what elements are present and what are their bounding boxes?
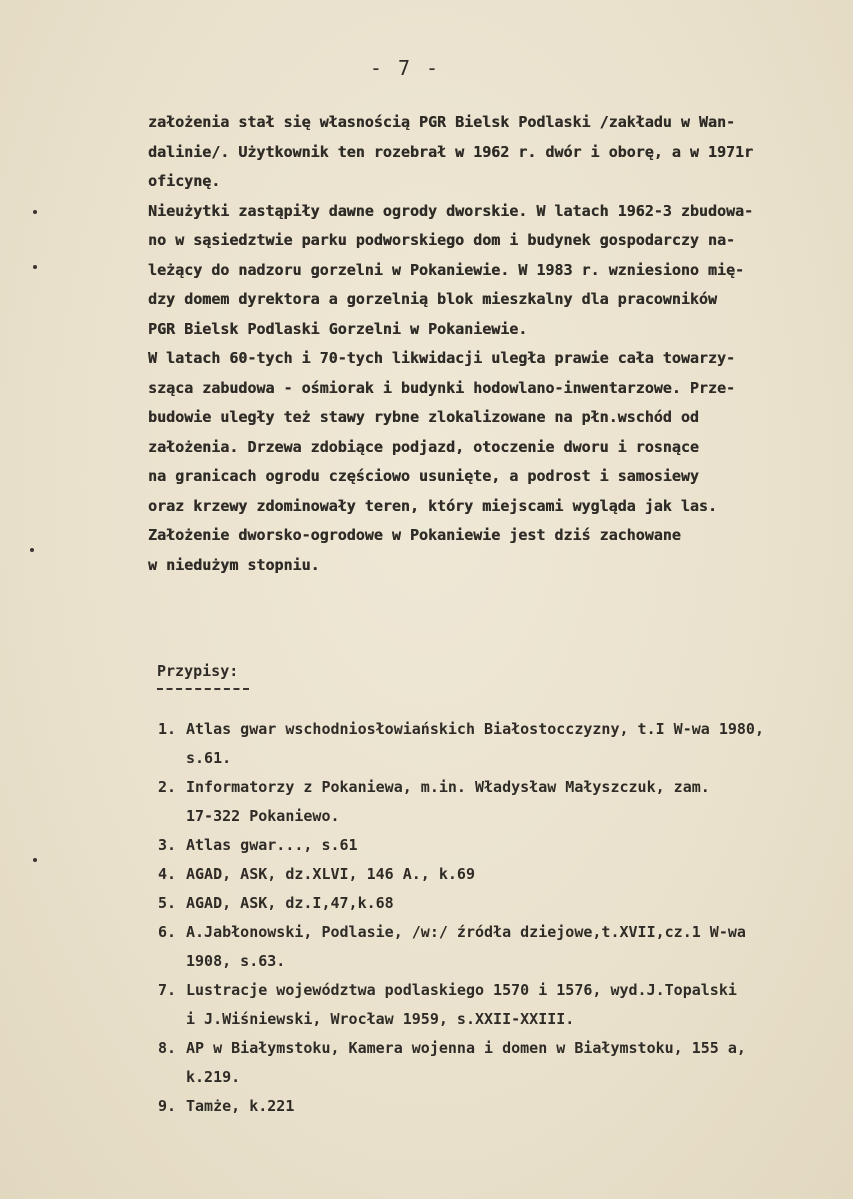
footnote-text: AGAD, ASK, dz.XLVI, 146 A., k.69 [186,865,475,883]
paragraph-line: założenia stał się własnością PGR Bielsk Podlaski /zakładu w Wan- [148,113,735,131]
paragraph-line: w niedużym stopniu. [148,555,320,574]
paragraph-line: budowie uległy też stawy rybne zlokalizowane na płn.wschód od [148,408,699,426]
footnotes-list [158,720,848,1126]
footnote-text: AGAD, ASK, dz.I,47,k.68 [186,894,394,912]
margin-mark [33,265,37,269]
paragraph-line: Nieużytki zastąpiły dawne ogrody dworskie. W latach 1962-3 zbudowa- [148,201,754,220]
footnotes-title: Przypisy: [157,662,239,680]
footnote-number: 6. [158,923,177,941]
paragraph-line: PGR Bielsk Podlaski Gorzelni w Pokaniewie. [148,319,528,338]
paragraph-line: na granicach ogrodu częściowo usunięte, a podrost i samosiewy [148,467,699,485]
footnote-item [158,1097,848,1126]
footnote-number: 2. [158,778,177,796]
footnote-item [158,1039,848,1097]
page-number: - 7 - [369,56,441,80]
footnote-number: 9. [158,1097,177,1115]
footnote-item [158,720,848,778]
footnote-text: AP w Białymstoku, Kamera wojenna i domen w Białymstoku, 155 a, [186,1039,746,1057]
footnote-number: 7. [158,981,177,999]
footnote-item [158,865,848,894]
paragraph-line: założenia. Drzewa zdobiące podjazd, otoczenie dworu i rosnące [148,437,699,456]
footnote-number: 4. [158,865,177,883]
footnote-text: Informatorzy z Pokaniewa, m.in. Władysław Małyszczuk, zam. [186,778,710,796]
footnote-text-continued: i J.Wiśniewski, Wrocław 1959, s.XXII-XXIII. [186,1010,575,1028]
paragraph-line: dalinie/. Użytkownik ten rozebrał w 1962 r. dwór i oborę, a w 1971r [148,142,754,161]
footnote-item [158,778,848,836]
footnote-number: 1. [158,720,177,738]
footnote-text: A.Jabłonowski, Podlasie, /w:/ źródła dziejowe,t.XVII,cz.1 W-wa [186,923,746,941]
footnote-text: Lustracje województwa podlaskiego 1570 i 1576, wyd.J.Topalski [186,981,737,999]
footnote-text-continued: 17-322 Pokaniewo. [186,807,340,825]
margin-mark [33,210,37,214]
footnote-number: 5. [158,894,177,912]
paragraph-line: dzy domem dyrektora a gorzelnią blok mieszkalny dla pracowników [148,290,717,308]
paragraph-line: Założenie dworsko-ogrodowe w Pokaniewie jest dziś zachowane [148,526,681,544]
footnote-number: 3. [158,836,177,854]
footnotes-title-underline [157,688,249,690]
footnote-item [158,836,848,865]
main-paragraph [148,108,848,580]
margin-mark [30,548,34,552]
footnote-item [158,923,848,981]
paragraph-line: no w sąsiedztwie parku podworskiego dom i budynek gospodarczy na- [148,231,735,249]
paragraph-line: oraz krzewy zdominowały teren, który miejscami wygląda jak las. [148,496,717,515]
footnote-text-continued: k.219. [186,1068,241,1086]
footnote-text-continued: 1908, s.63. [186,952,286,970]
footnote-text: Atlas gwar wschodniosłowiańskich Białostocczyzny, t.I W-wa 1980, [186,720,764,738]
footnote-number: 8. [158,1039,177,1057]
footnote-item [158,981,848,1039]
paragraph-line: leżący do nadzoru gorzelni w Pokaniewie. W 1983 r. wzniesiono mię- [148,260,745,279]
footnote-text: Atlas gwar..., s.61 [186,836,358,854]
footnote-text-continued: s.61. [186,749,232,767]
paragraph-line: oficynę. [148,172,221,190]
footnote-text: Tamże, k.221 [186,1097,295,1115]
paragraph-line: sząca zabudowa - ośmiorak i budynki hodowlano-inwentarzowe. Prze- [148,378,735,397]
margin-mark [33,858,37,862]
footnote-item [158,894,848,923]
paragraph-line: W latach 60-tych i 70-tych likwidacji uległa prawie cała towarzy- [148,349,735,367]
